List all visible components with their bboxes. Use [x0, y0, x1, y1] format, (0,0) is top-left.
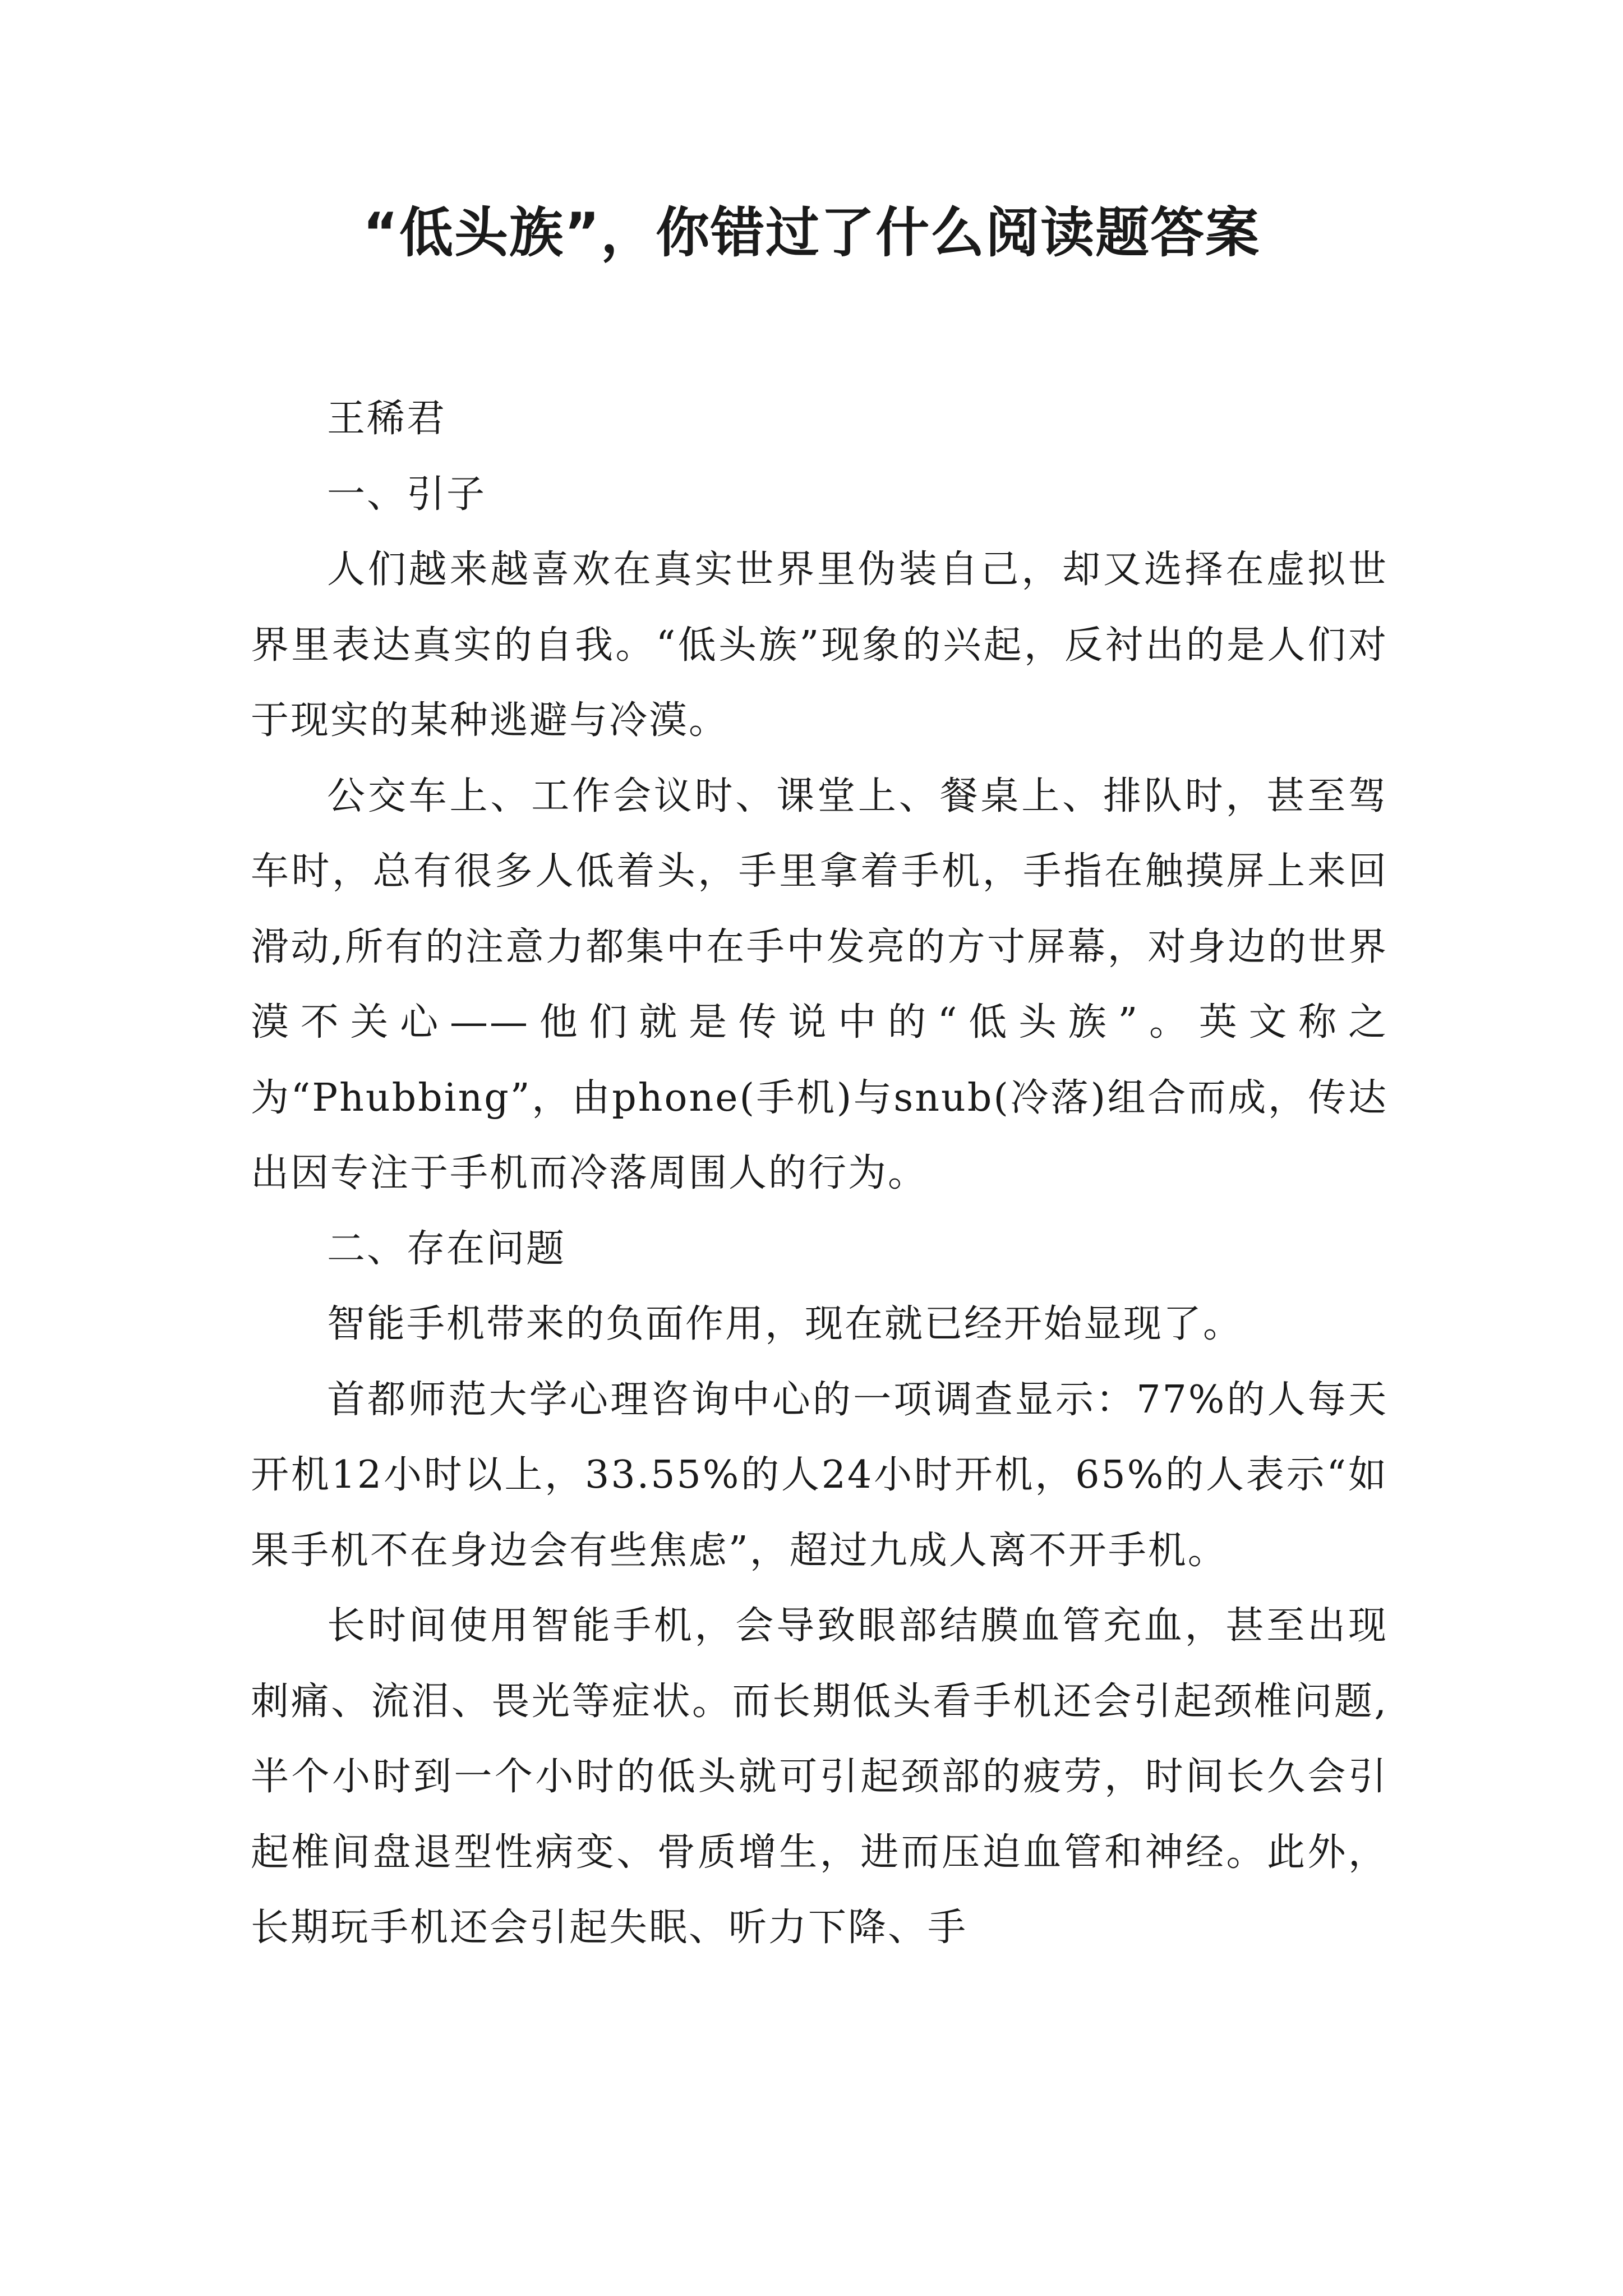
paragraph: 人们越来越喜欢在真实世界里伪装自己，却又选择在虚拟世界里表达真实的自我。“低头族”现象的兴起，反衬出的是人们对于现实的某种逃避与冷漠。 [251, 547, 1388, 743]
paragraph: 智能手机带来的负面作用，现在就已经开始显现了。 [327, 1302, 1243, 1346]
document-body [251, 381, 1388, 1966]
section-heading-intro: 一、引子 [327, 472, 487, 517]
section-heading-problems: 二、存在问题 [327, 1226, 566, 1271]
paragraph: 首都师范大学心理咨询中心的一项调查显示：77%的人每天开机12小时以上，33.55%的人24小时开机，65%的人表示“如果手机不在身边会有些焦虑”，超过九成人离不开手机。 [251, 1377, 1388, 1573]
paragraph: 公交车上、工作会议时、课堂上、餐桌上、排队时，甚至驾车时，总有很多人低着头，手里拿着手机，手指在触摸屏上来回滑动,所有的注意力都集中在手中发亮的方寸屏幕，对身边的世界漠不关心——他们就是传说中的“低头族”。英文称之为“Phubbing”，由phone(手机)与snub(冷落)组合而成，传达出因专注于手机而冷落周围人的行为。 [251, 774, 1388, 1195]
paragraph: 长时间使用智能手机，会导致眼部结膜血管充血，甚至出现刺痛、流泪、畏光等症状。而长期低头看手机还会引起颈椎问题,半个小时到一个小时的低头就可引起颈部的疲劳，时间长久会引起椎间盘退型性病变、骨质增生，进而压迫血管和神经。此外，长期玩手机还会引起失眠、听力下降、手 [251, 1604, 1388, 1950]
author-line: 王稀君 [327, 397, 447, 441]
document-title: “低头族”，你错过了什么阅读题答案 [362, 201, 1261, 264]
